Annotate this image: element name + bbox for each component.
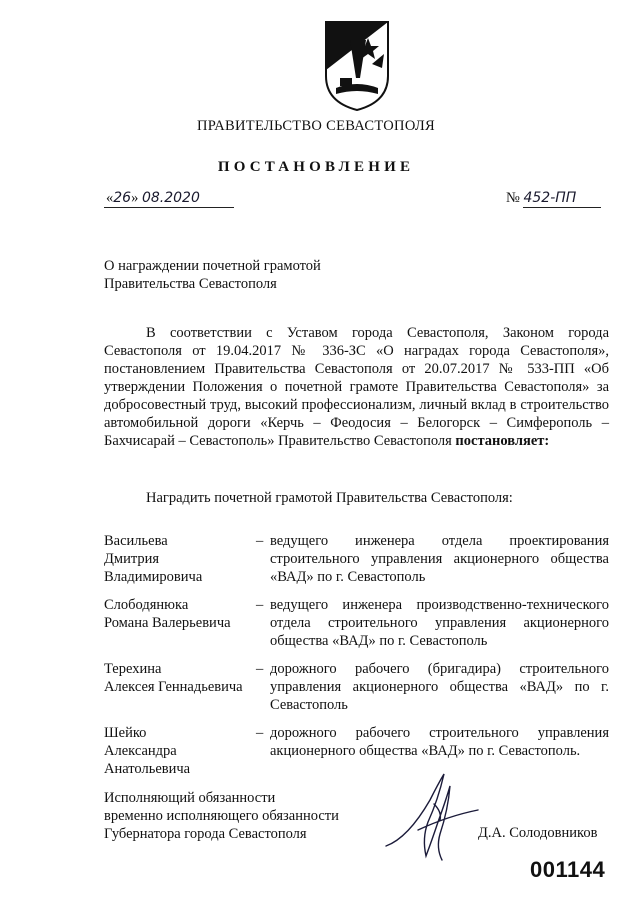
subject-line-1: О награждении почетной грамотой (104, 258, 321, 274)
date-close-quote: » (131, 190, 139, 206)
recipients-list (104, 532, 609, 788)
number-value: 452-ПП (523, 190, 577, 206)
date-month-year: 08.2020 (141, 190, 200, 206)
preamble-paragraph (104, 324, 609, 450)
name-line: Слободянюка (104, 597, 189, 613)
dash: – (256, 597, 264, 613)
recipient-position: ведущего инженера отдела проектирования строительного управления акционерного общества «ВАД» по г. Севастополь (270, 533, 609, 585)
government-name: ПРАВИТЕЛЬСТВО СЕВАСТОПОЛЯ (197, 118, 435, 134)
dash: – (256, 533, 264, 549)
signatory-line-1: Исполняющий обязанности (104, 790, 276, 806)
recipient-row (104, 724, 609, 778)
document-number (506, 190, 601, 208)
document-title: ПОСТАНОВЛЕНИЕ (217, 159, 415, 175)
award-statement: Наградить почетной грамотой Правительства Севастополя: (146, 490, 513, 506)
date-day: 26 (113, 190, 132, 206)
recipient-position: дорожного рабочего (бригадира) строительного управления акционерного общества «ВАД» по г. Севастополь (270, 661, 609, 713)
registration-number: 001144 (530, 857, 606, 882)
decree-word: постановляет: (455, 433, 550, 449)
name-line: Романа Валерьевича (104, 615, 231, 631)
recipient-name (104, 660, 256, 714)
signatory-line-2: временно исполняющего обязанности (104, 808, 339, 824)
signatory-line-3: Губернатора города Севастополя (104, 826, 307, 842)
recipient-name (104, 596, 256, 650)
recipient-position: дорожного рабочего строительного управления акционерного общества «ВАД» по г. Севастополь. (270, 725, 609, 759)
recipient-row (104, 660, 609, 714)
preamble-text: В соответствии с Уставом города Севастополя, Законом города Севастополя от 19.04.2017 № 336-ЗС «О наградах города Севастополя», постановлением Правительства Севастополя от 20.07.2017 № 533-ПП «Об утверждении Положения о почетной грамоте Правительства Севастополя» за добросовестный труд, высокий профессионализм, личный вклад в строительство автомобильной дороги «Керчь – Феодосия – Белогорск – Симферополь – Бахчисарай – Севастополь» Правительство Севастополя (104, 325, 609, 449)
dash: – (256, 725, 264, 741)
recipient-position: ведущего инженера производственно-технического отдела строительного управления акционерного общества «ВАД» по г. Севастополь (270, 597, 609, 649)
recipient-row (104, 596, 609, 650)
recipient-row (104, 532, 609, 586)
number-prefix: № (506, 190, 520, 206)
recipient-name (104, 532, 256, 586)
name-line: Дмитрия (104, 551, 160, 567)
name-line: Владимировича (104, 569, 203, 585)
handwritten-signature-icon (378, 760, 488, 870)
name-line: Алексея Геннадьевича (104, 679, 243, 695)
name-line: Терехина (104, 661, 162, 677)
signatory-name: Д.А. Солодовников (478, 825, 598, 841)
document-subject (104, 257, 321, 293)
date-open-quote: « (106, 190, 114, 206)
recipient-name (104, 724, 256, 778)
document-date (104, 190, 234, 208)
signatory-position (104, 789, 339, 843)
dash: – (256, 661, 264, 677)
name-line: Александра (104, 743, 177, 759)
name-line: Васильева (104, 533, 168, 549)
name-line: Анатольевича (104, 761, 191, 777)
name-line: Шейко (104, 725, 147, 741)
coat-of-arms-icon (322, 18, 392, 114)
subject-line-2: Правительства Севастополя (104, 276, 277, 292)
